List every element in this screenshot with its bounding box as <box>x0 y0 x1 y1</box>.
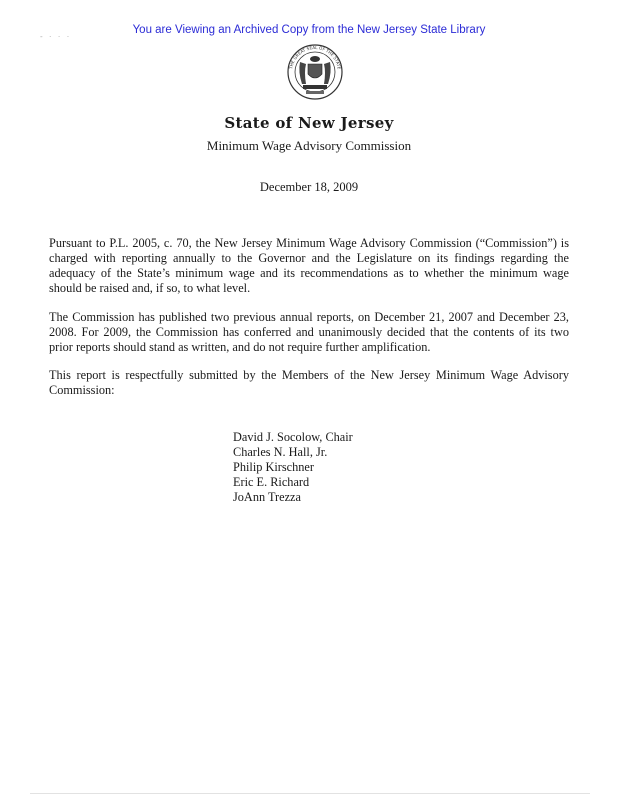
member-name: JoAnn Trezza <box>233 490 301 504</box>
paragraph-intro: Pursuant to P.L. 2005, c. 70, the New Jersey Minimum Wage Advisory Commission (“Commission”) is charged with reporting annually to the Governor and the Legislature on its findings regarding the adequacy of the State’s minimum wage and its recommendations as to whether the minimum wage should be raised and, if so, to what level. <box>49 236 569 295</box>
paragraph-previous-reports: The Commission has published two previous annual reports, on December 21, 2007 and December 23, 2008. For 2009, the Commission has conferred and unanimously decided that the contents of its two prior reports should stand as written, and do not require further amplification. <box>49 310 569 354</box>
paragraph-submission: This report is respectfully submitted by the Members of the New Jersey Minimum Wage Advisory Commission: <box>49 368 569 397</box>
member-name: David J. Socolow, Chair <box>233 430 353 444</box>
state-title: State of New Jersey <box>224 114 394 132</box>
scan-edge-line <box>30 793 590 794</box>
commission-name: Minimum Wage Advisory Commission <box>206 138 412 153</box>
svg-text:THE GREAT SEAL OF THE STATE OF: THE GREAT SEAL OF THE STATE <box>288 44 342 70</box>
member-name: Eric E. Richard <box>233 475 310 489</box>
document-date: December 18, 2009 <box>259 180 359 194</box>
member-list <box>233 430 353 505</box>
member-name: Philip Kirschner <box>233 460 314 474</box>
archive-banner: You are Viewing an Archived Copy from the New Jersey State Library <box>132 24 486 36</box>
member-name: Charles N. Hall, Jr. <box>233 445 328 459</box>
scan-artifact: - · · · <box>40 32 72 41</box>
state-seal-icon <box>286 42 344 104</box>
